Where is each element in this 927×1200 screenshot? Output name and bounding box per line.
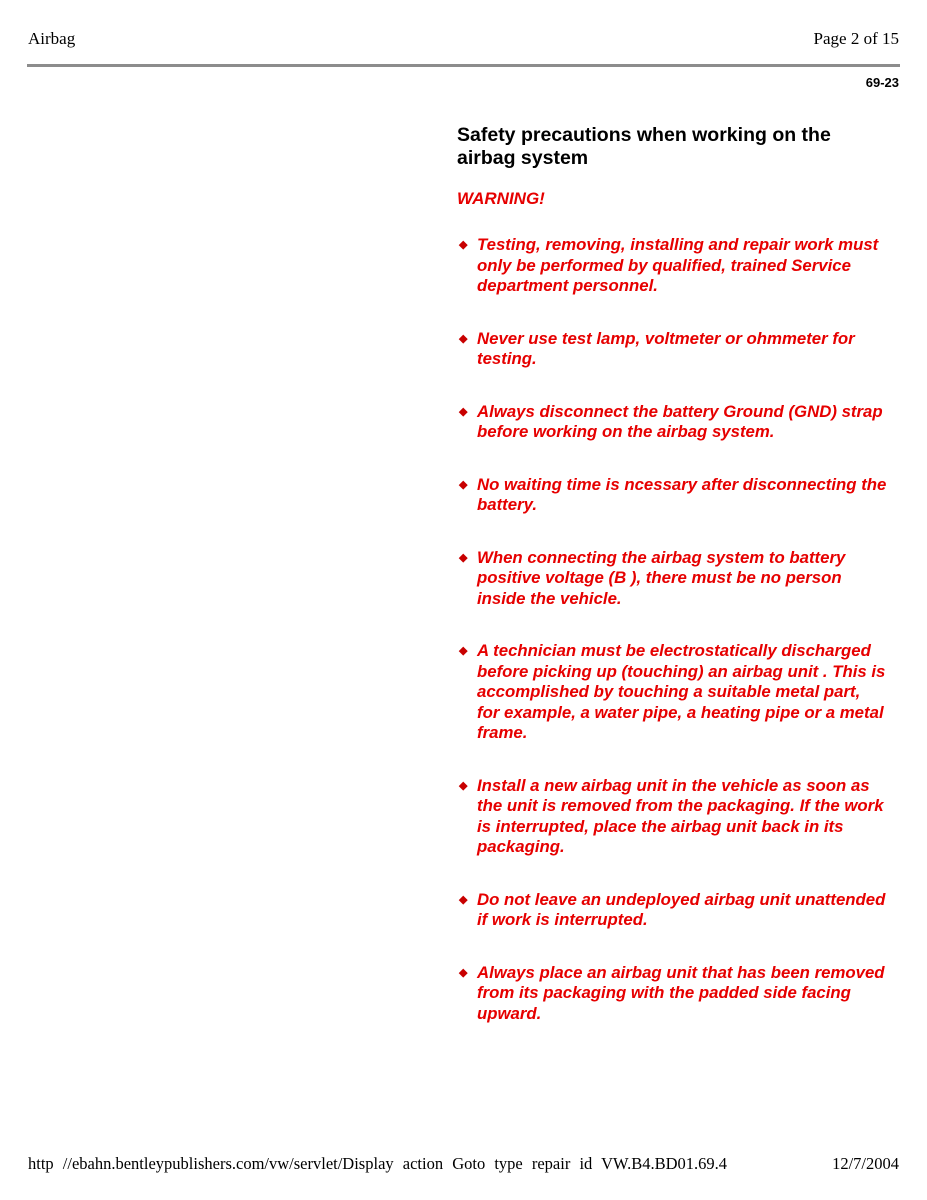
diamond-bullet-icon: ◆ <box>459 239 468 251</box>
main-content <box>457 124 887 1056</box>
diamond-bullet-icon: ◆ <box>459 478 468 491</box>
header-divider <box>27 64 900 67</box>
page-number: Page 2 of 15 <box>813 29 899 48</box>
list-item-text: When connecting the airbag system to battery positive voltage (B ), there must be no person inside the vehicle. <box>477 547 846 608</box>
diamond-bullet-icon: ◆ <box>459 966 468 979</box>
list-item <box>457 475 887 516</box>
section-title: Safety precautions when working on the airbag system <box>457 124 831 169</box>
list-item-text: Do not leave an undeployed airbag unit unattended if work is interrupted. <box>477 889 886 929</box>
diamond-bullet-icon: ◆ <box>459 779 468 792</box>
list-item <box>457 329 887 370</box>
page-code: 69-23 <box>865 75 899 90</box>
list-item <box>457 963 887 1025</box>
list-item-text: No waiting time is ncessary after disconnecting the battery. <box>477 474 887 514</box>
list-item-text: A technician must be electrostatically discharged before picking up (touching) an airbag unit . This is accomplished by touching a suitable metal part, for example, a water pipe, a heating pipe or a metal frame. <box>477 641 886 742</box>
diamond-bullet-icon: ◆ <box>459 332 468 345</box>
list-item <box>457 402 887 443</box>
print-header <box>28 29 899 51</box>
list-item <box>457 776 887 858</box>
list-item <box>457 235 887 297</box>
diamond-bullet-icon: ◆ <box>459 893 468 906</box>
document-title: Airbag <box>28 29 76 48</box>
list-item <box>457 890 887 931</box>
list-item-text: Testing, removing, installing and repair work must only be performed by qualified, trained Service department personnel. <box>477 235 879 295</box>
diamond-bullet-icon: ◆ <box>459 551 468 564</box>
print-date: 12/7/2004 <box>832 1154 899 1173</box>
warning-label: WARNING! <box>457 189 545 208</box>
list-item-text: Always place an airbag unit that has been removed from its packaging with the padded side facing upward. <box>477 962 885 1023</box>
source-url: http //ebahn.bentleypublishers.com/vw/servlet/Display action Goto type repair id VW.B4.BD01.69.4 <box>28 1154 728 1173</box>
list-item-text: Always disconnect the battery Ground (GND) strap before working on the airbag system. <box>477 401 883 441</box>
diamond-bullet-icon: ◆ <box>459 405 468 418</box>
list-item <box>457 641 887 744</box>
diamond-bullet-icon: ◆ <box>459 645 468 657</box>
list-item <box>457 548 887 610</box>
list-item-text: Never use test lamp, voltmeter or ohmmeter for testing. <box>477 328 855 368</box>
list-item-text: Install a new airbag unit in the vehicle as soon as the unit is removed from the packaging. If the work is interrupted, place the airbag unit back in its packaging. <box>477 775 884 856</box>
precautions-list <box>457 235 887 1024</box>
